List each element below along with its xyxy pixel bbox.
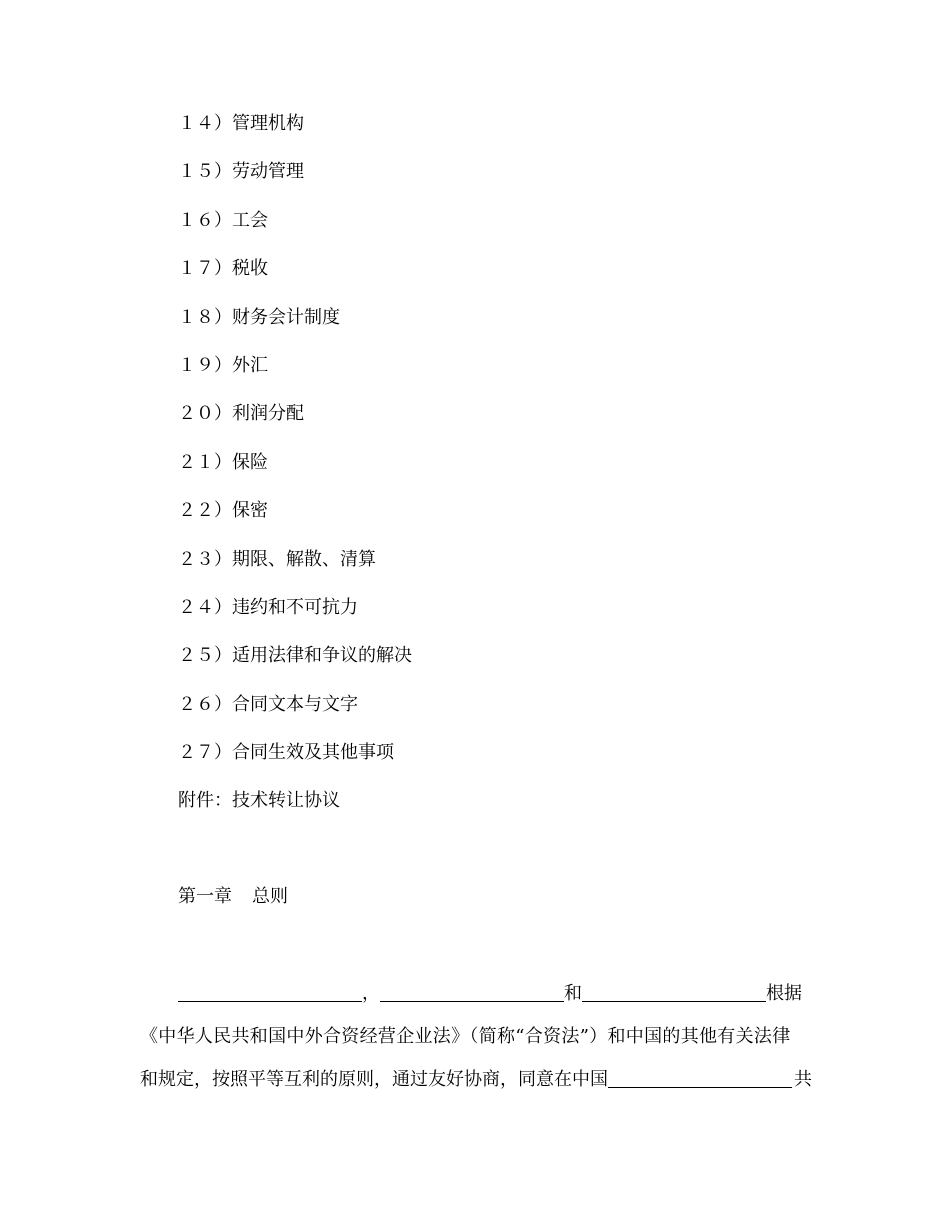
toc-item: ２０）利润分配 [178, 403, 304, 425]
toc-item: ２６）合同文本与文字 [178, 693, 358, 715]
party-c-blank [582, 981, 766, 1002]
body-paragraph [140, 980, 812, 1109]
chapter-label: 第一章 [178, 886, 232, 907]
location-blank [608, 1067, 792, 1088]
chapter-heading [178, 883, 288, 911]
toc-item: １５）劳动管理 [178, 161, 304, 183]
toc-item: １９）外汇 [178, 354, 268, 376]
toc-appendix: 附件：技术转让协议 [178, 790, 340, 812]
paragraph-line-2: 《中华人民共和国中外合资经营企业法》（简称“合资法”）和中国的其他有关法律 [140, 1026, 791, 1047]
toc-item: ２２）保密 [178, 500, 268, 522]
toc-item: ２７）合同生效及其他事项 [178, 742, 394, 764]
toc-item: ２４）违约和不可抗力 [178, 596, 358, 618]
party-a-blank [178, 981, 362, 1002]
toc-item: １８）财务会计制度 [178, 306, 340, 328]
toc-item: ２１）保险 [178, 451, 268, 473]
paragraph-line-3: 和规定，按照平等互利的原则，通过友好协商，同意在中国 共 [140, 1069, 812, 1090]
toc-item: １６）工会 [178, 209, 268, 231]
chapter-title: 总则 [252, 886, 288, 907]
paragraph-line-1: ， 和 根据 [140, 980, 812, 1023]
toc-item: １４）管理机构 [178, 113, 304, 134]
toc-item: １７）税收 [178, 258, 268, 280]
table-of-contents [178, 110, 412, 836]
party-b-blank [380, 981, 564, 1002]
toc-item: ２５）适用法律和争议的解决 [178, 645, 412, 667]
toc-item: ２３）期限、解散、清算 [178, 548, 376, 570]
